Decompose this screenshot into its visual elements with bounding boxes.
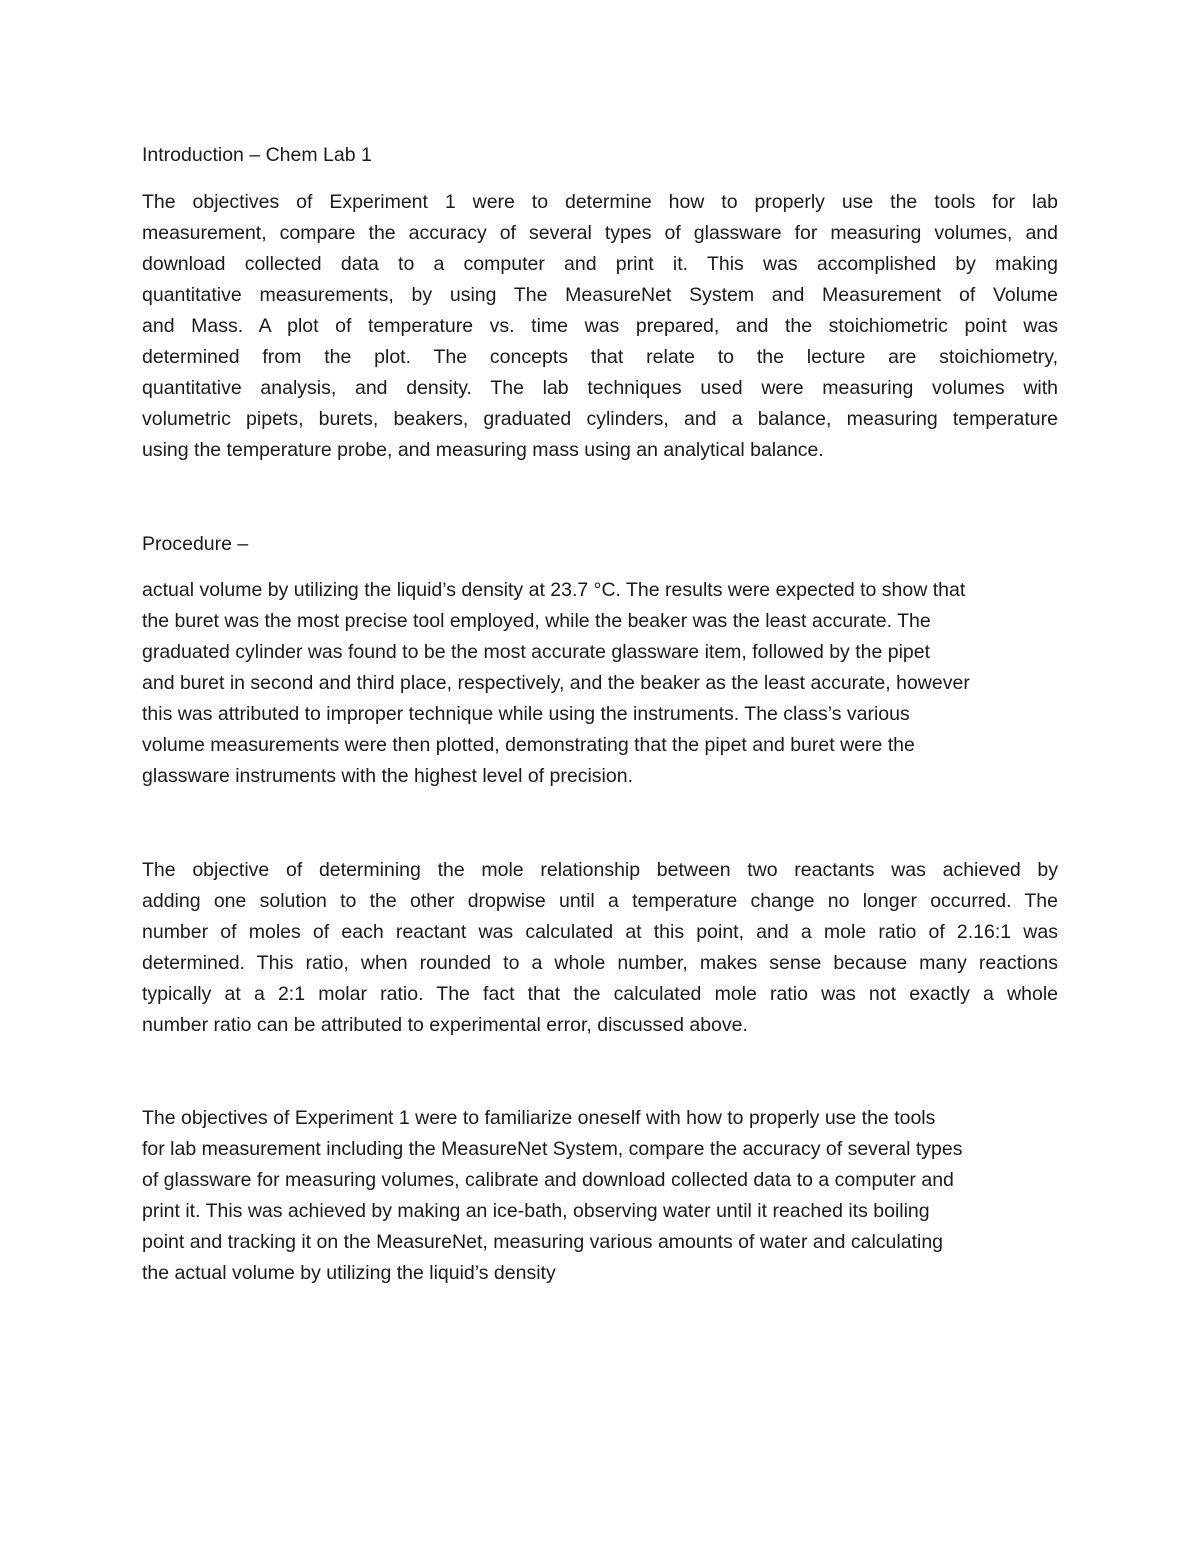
- procedure-line: this was attributed to improper technique while using the instruments. The class’s various: [142, 703, 910, 725]
- procedure-paragraph: [142, 575, 1058, 792]
- intro-line: and Mass. A plot of temperature vs. time was prepared, and the stoichiometric point was: [142, 315, 1058, 337]
- procedure-line: volume measurements were then plotted, demonstrating that the pipet and buret were the: [142, 734, 915, 756]
- objectives-line: for lab measurement including the MeasureNet System, compare the accuracy of several types: [142, 1138, 963, 1160]
- procedure-line: the buret was the most precise tool employed, while the beaker was the least accurate. The: [142, 610, 931, 632]
- mole-line: typically at a 2:1 molar ratio. The fact that the calculated mole ratio was not exactly a whole: [142, 983, 1058, 1005]
- mole-paragraph: [142, 855, 1058, 1041]
- objectives-line: The objectives of Experiment 1 were to familiarize oneself with how to properly use the tools: [142, 1107, 936, 1129]
- intro-paragraph: [142, 187, 1058, 466]
- intro-line: determined from the plot. The concepts that relate to the lecture are stoichiometry,: [142, 346, 1058, 368]
- mole-line: adding one solution to the other dropwise until a temperature change no longer occurred. The: [142, 890, 1058, 912]
- intro-line: measurement, compare the accuracy of several types of glassware for measuring volumes, and: [142, 222, 1058, 244]
- procedure-line: glassware instruments with the highest level of precision.: [142, 765, 633, 787]
- objectives-line: the actual volume by utilizing the liquid’s density: [142, 1262, 556, 1284]
- objectives-paragraph: [142, 1103, 1058, 1289]
- objectives-line: print it. This was achieved by making an ice-bath, observing water until it reached its boiling: [142, 1200, 930, 1222]
- procedure-heading: Procedure –: [142, 533, 249, 555]
- mole-line: determined. This ratio, when rounded to a whole number, makes sense because many reactions: [142, 952, 1058, 974]
- intro-line: quantitative analysis, and density. The lab techniques used were measuring volumes with: [142, 377, 1058, 399]
- intro-line: quantitative measurements, by using The MeasureNet System and Measurement of Volume: [142, 284, 1058, 306]
- objectives-line: of glassware for measuring volumes, calibrate and download collected data to a computer and: [142, 1169, 954, 1191]
- mole-line: The objective of determining the mole relationship between two reactants was achieved by: [142, 859, 1058, 881]
- intro-line: The objectives of Experiment 1 were to determine how to properly use the tools for lab: [142, 191, 1058, 213]
- mole-line: number ratio can be attributed to experimental error, discussed above.: [142, 1014, 748, 1036]
- mole-line: number of moles of each reactant was calculated at this point, and a mole ratio of 2.16:1 was: [142, 921, 1058, 943]
- procedure-line: and buret in second and third place, respectively, and the beaker as the least accurate, however: [142, 672, 970, 694]
- intro-heading: Introduction – Chem Lab 1: [142, 144, 372, 166]
- intro-line: using the temperature probe, and measuring mass using an analytical balance.: [142, 439, 824, 461]
- intro-line: volumetric pipets, burets, beakers, graduated cylinders, and a balance, measuring temperature: [142, 408, 1058, 430]
- objectives-line: point and tracking it on the MeasureNet, measuring various amounts of water and calculating: [142, 1231, 944, 1253]
- intro-line: download collected data to a computer and print it. This was accomplished by making: [142, 253, 1058, 275]
- procedure-line: graduated cylinder was found to be the most accurate glassware item, followed by the pipet: [142, 641, 931, 663]
- procedure-line: actual volume by utilizing the liquid’s density at 23.7 °C. The results were expected to show that: [142, 579, 966, 601]
